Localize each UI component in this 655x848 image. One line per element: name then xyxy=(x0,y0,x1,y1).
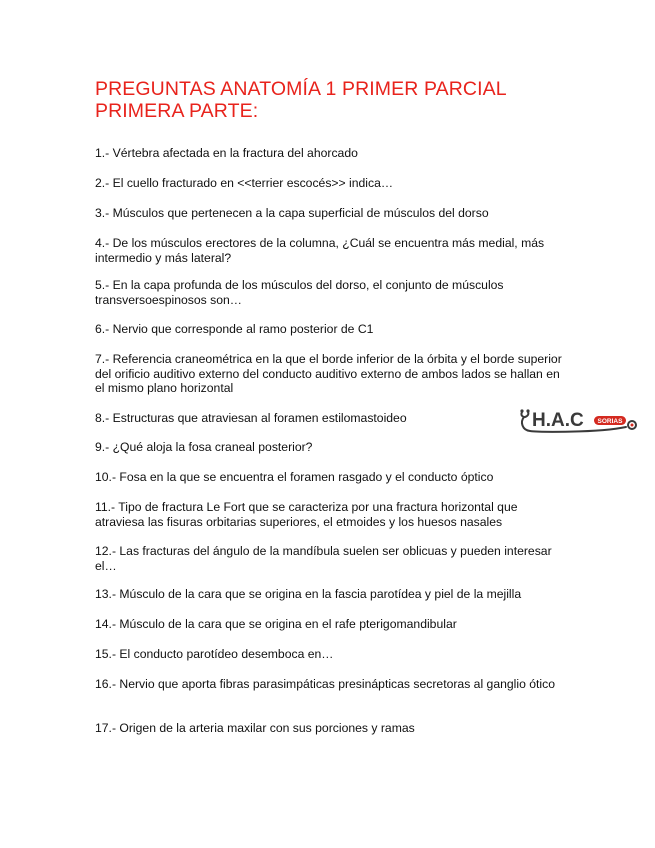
question-9: 9.- ¿Qué aloja la fosa craneal posterior? xyxy=(95,440,313,454)
question-4: 4.- De los músculos erectores de la columna, ¿Cuál se encuentra más medial, más intermedio y más lateral? xyxy=(95,236,545,265)
question-8: 8.- Estructuras que atraviesan al foramen estilomastoideo xyxy=(95,411,407,425)
question-13: 13.- Músculo de la cara que se origina en la fascia parotídea y piel de la mejilla xyxy=(95,587,522,601)
title-line-1: PREGUNTAS ANATOMÍA 1 PRIMER PARCIAL xyxy=(95,78,507,100)
hac-sorias-logo xyxy=(518,406,646,436)
question-16: 16.- Nervio que aporta fibras parasimpáticas presinápticas secretoras al ganglio ótico xyxy=(95,677,555,691)
question-14: 14.- Músculo de la cara que se origina en el rafe pterigomandibular xyxy=(95,617,457,631)
logo-main-text: H.A.C xyxy=(532,410,584,431)
question-6: 6.- Nervio que corresponde al ramo posterior de C1 xyxy=(95,322,374,336)
question-10: 10.- Fosa en la que se encuentra el foramen rasgado y el conducto óptico xyxy=(95,470,494,484)
logo-graphic xyxy=(518,406,646,436)
title-line-2: PRIMERA PARTE: xyxy=(95,100,259,122)
question-1: 1.- Vértebra afectada en la fractura del ahorcado xyxy=(95,146,358,160)
question-3: 3.- Músculos que pertenecen a la capa superficial de músculos del dorso xyxy=(95,206,489,220)
question-7: 7.- Referencia craneométrica en la que el borde inferior de la órbita y el borde superior del orificio auditivo externo del conducto auditivo externo de ambos lados se hallan en el mismo plano horizontal xyxy=(95,352,562,395)
page-title xyxy=(95,78,507,122)
question-17: 17.- Origen de la arteria maxilar con sus porciones y ramas xyxy=(95,721,415,735)
question-12: 12.- Las fracturas del ángulo de la mandíbula suelen ser oblicuas y pueden interesar el… xyxy=(95,544,552,573)
question-2: 2.- El cuello fracturado en <<terrier escocés>> indica… xyxy=(95,176,394,190)
question-15: 15.- El conducto parotídeo desemboca en… xyxy=(95,647,334,661)
question-5: 5.- En la capa profunda de los músculos del dorso, el conjunto de músculos transversoespinosos son… xyxy=(95,278,504,307)
question-11: 11.- Tipo de fractura Le Fort que se caracteriza por una fractura horizontal que atraviesa las fisuras orbitarias superiores, el etmoides y los huesos nasales xyxy=(95,500,518,529)
logo-sub-text: SORIAS xyxy=(597,418,623,425)
